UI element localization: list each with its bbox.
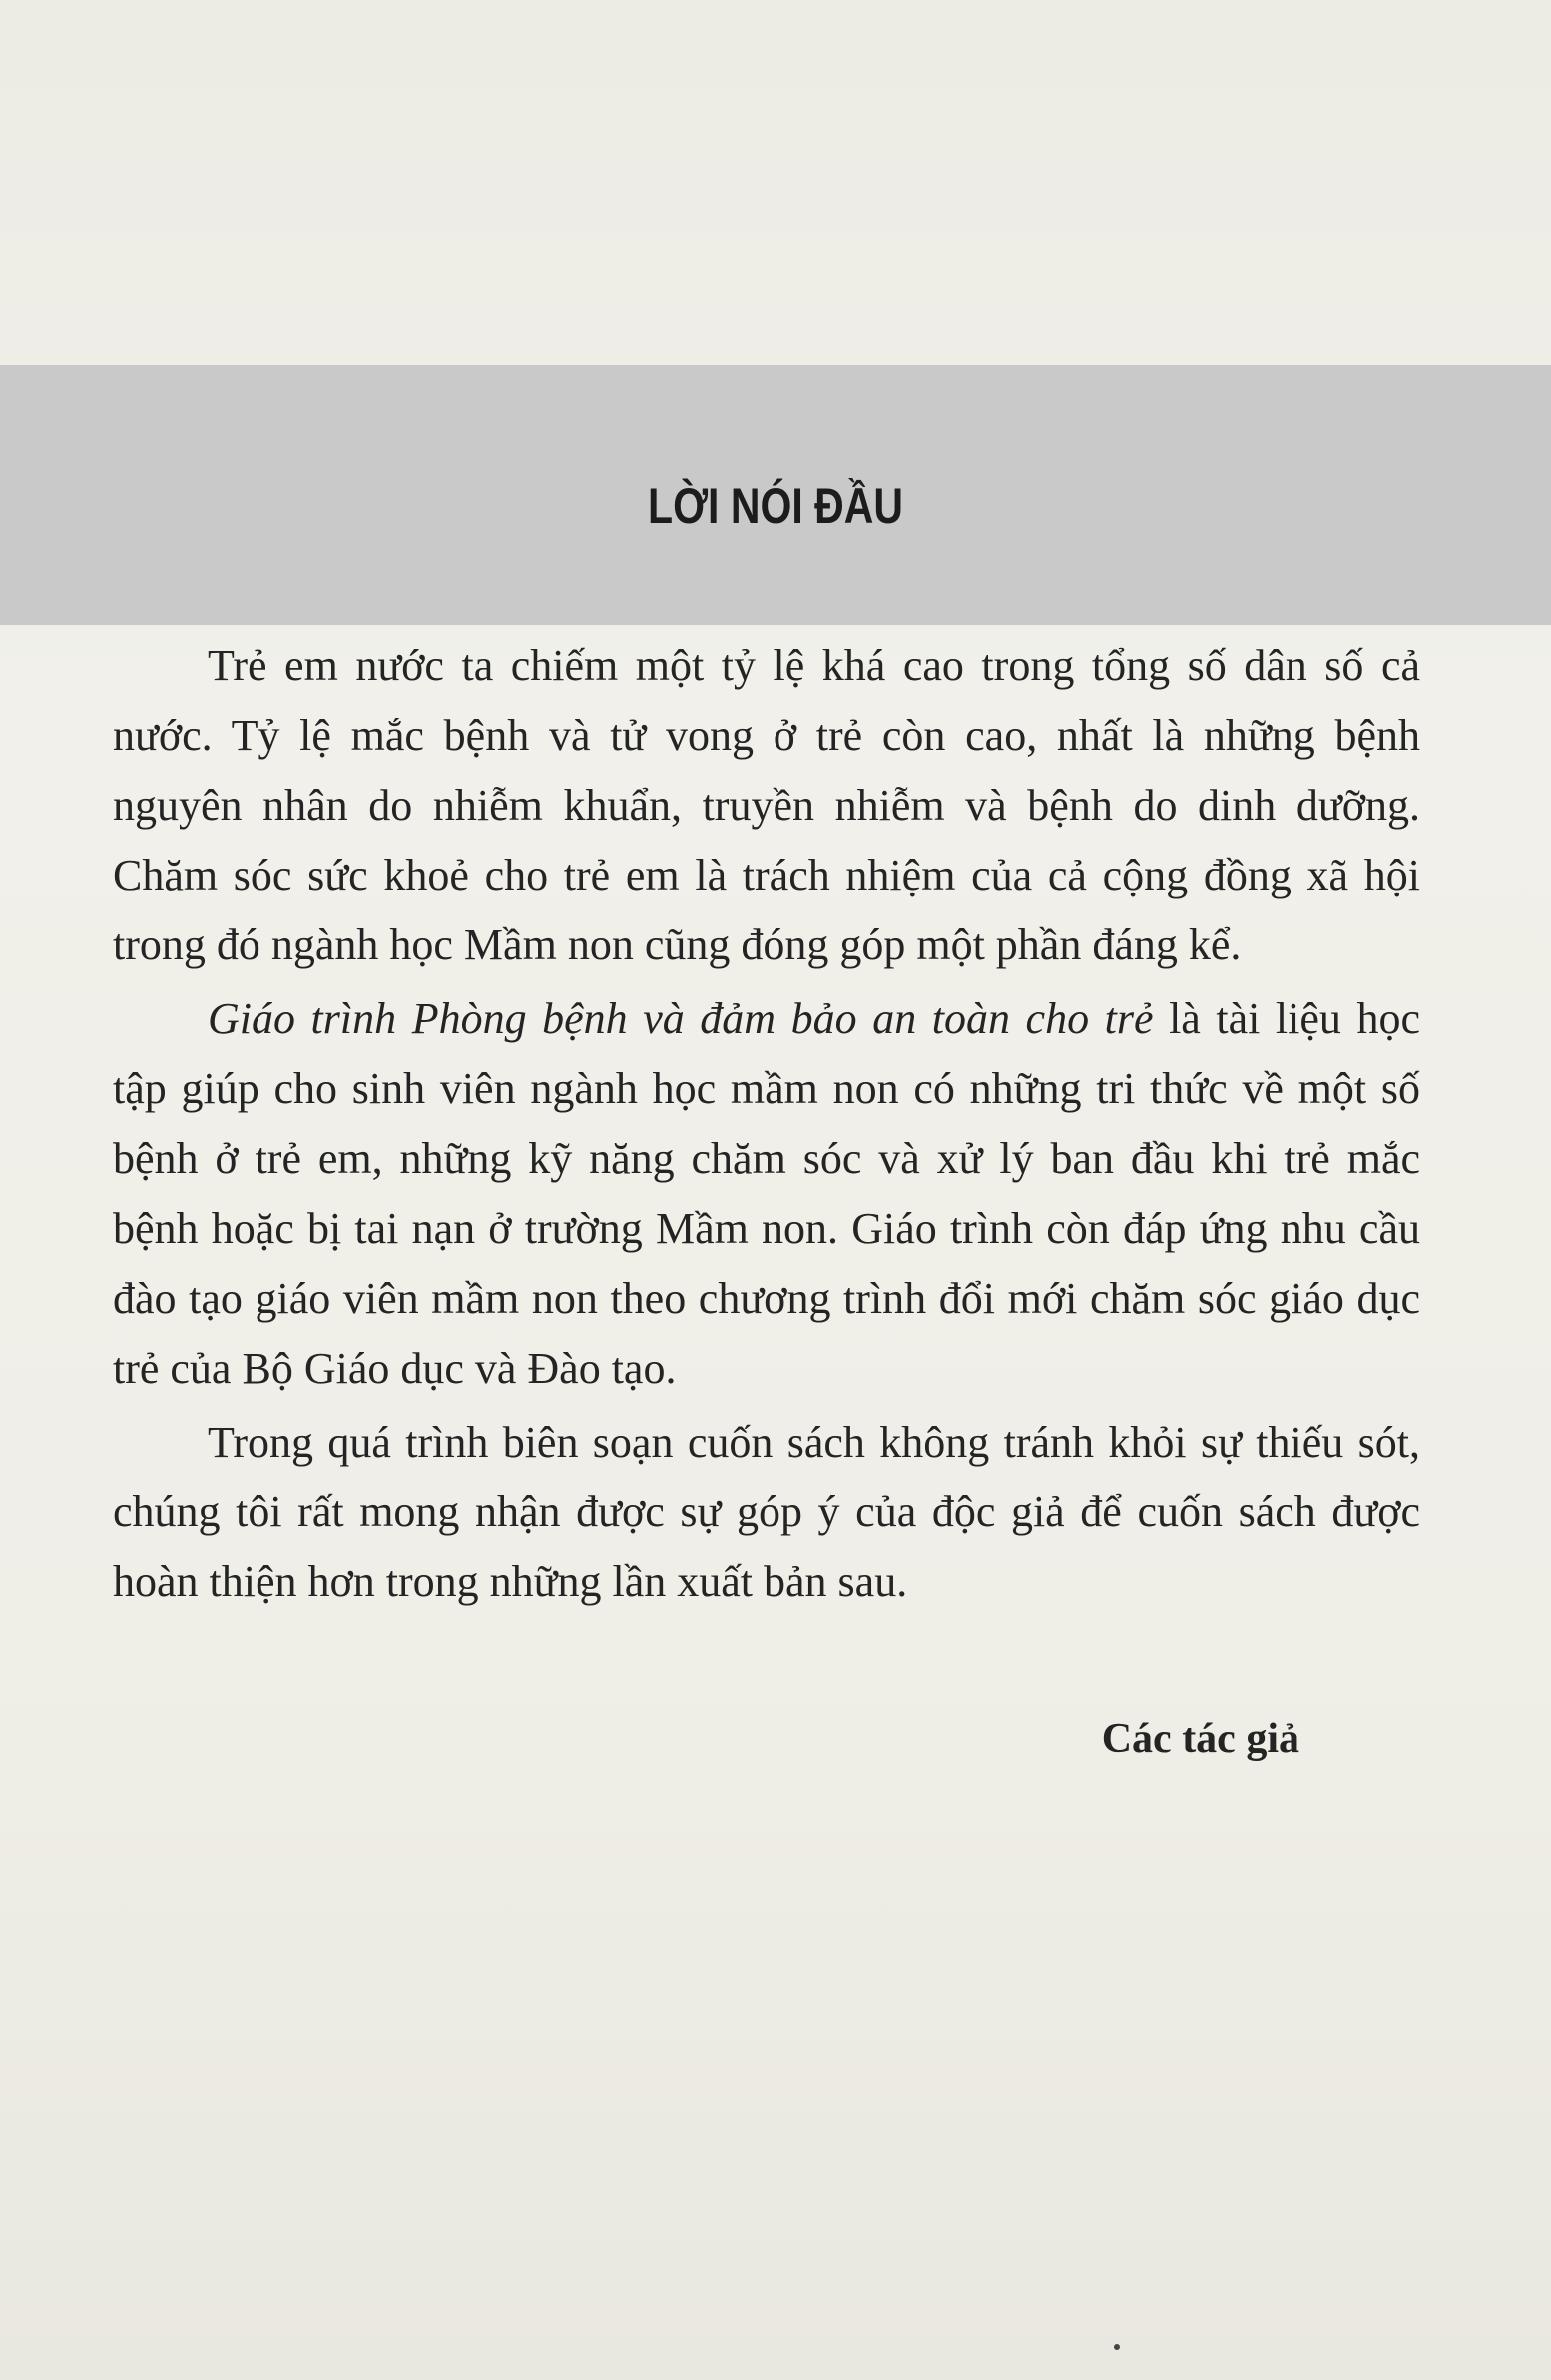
paragraph-1: Trẻ em nước ta chiếm một tỷ lệ khá cao trong tổng số dân số cả nước. Tỷ lệ mắc bệnh và tử vong ở trẻ còn cao, nhất là những bệnh nguyên nhân do nhiễm khuẩn, truyền nhiễm và bệnh do dinh dưỡng. Chăm sóc sức khoẻ cho trẻ em là trách nhiệm của cả cộng đồng xã hội trong đó ngành học Mầm non cũng đóng góp một phần đáng kể. — [113, 641, 1420, 969]
paragraph-3: Trong quá trình biên soạn cuốn sách không tránh khỏi sự thiếu sót, chúng tôi rất mong nhận được sự góp ý của độc giả để cuốn sách được hoàn thiện hơn trong những lần xuất bản sau. — [113, 1418, 1420, 1606]
paragraph-2-text: là tài liệu học tập giúp cho sinh viên ngành học mầm non có những tri thức về một số bệnh ở trẻ em, những kỹ năng chăm sóc và xử lý ban đầu khi trẻ mắc bệnh hoặc bị tai nạn ở trường Mầm non. Giáo trình còn đáp ứng nhu cầu đào tạo giáo viên mầm non theo chương trình đổi mới chăm sóc giáo dục trẻ của Bộ Giáo dục và Đào tạo. — [113, 994, 1420, 1393]
preface-body — [113, 631, 1420, 1621]
paragraph-2 — [113, 984, 1420, 1404]
book-title-italic: Giáo trình Phòng bệnh và đảm bảo an toàn cho trẻ — [208, 994, 1154, 1043]
scan-dot — [1114, 2344, 1120, 2350]
signature: Các tác giả — [1101, 1716, 1299, 1762]
page-title: LỜI NÓI ĐẦU — [648, 478, 903, 534]
